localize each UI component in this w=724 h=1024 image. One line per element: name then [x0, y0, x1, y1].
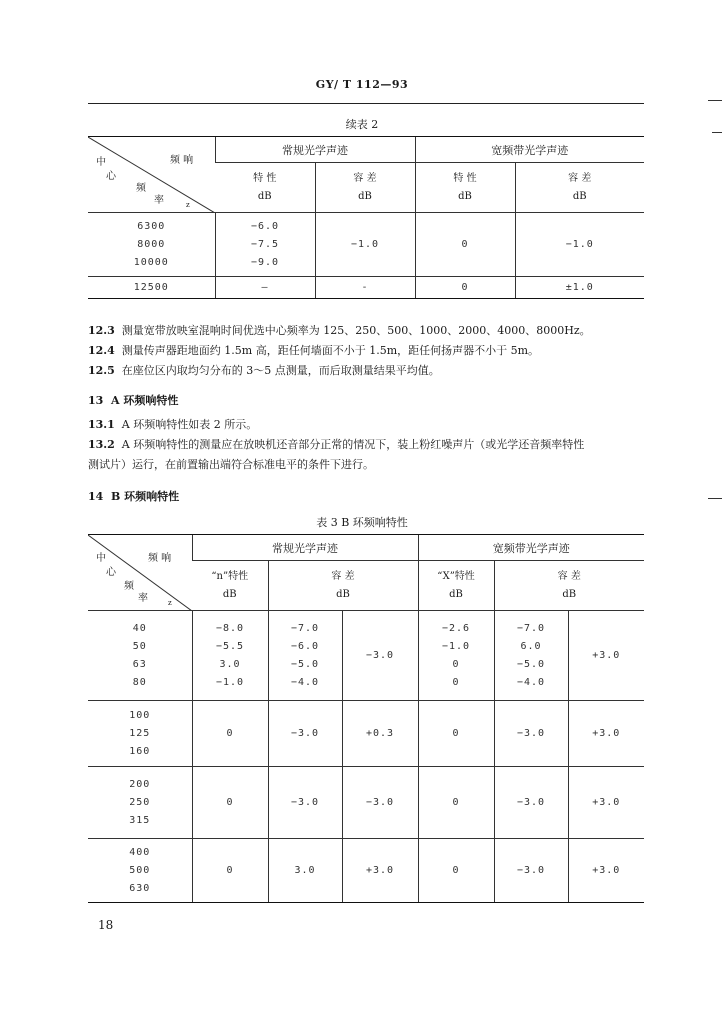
col-unit: dB [562, 588, 577, 600]
clause-text: 在座位区内取均匀分布的 3～5 点测量，而后取测量结果平均值。 [121, 364, 440, 377]
edge-mark [708, 100, 722, 101]
clause-number: 12.5 [88, 364, 115, 377]
corner-label-center-b: 心 [106, 171, 116, 182]
clause-number: 12.4 [88, 344, 115, 357]
value: −5.0 [516, 658, 546, 670]
value: 0 [452, 658, 460, 670]
n-tol-cell: −3.0 [268, 701, 342, 767]
table2 [88, 136, 644, 299]
section-13-heading [88, 392, 178, 408]
clause-13-2-cont: 测试片）运行，在前置输出端符合标准电平的条件下进行。 [88, 458, 374, 471]
value: −4.0 [516, 676, 546, 688]
table-row [88, 839, 644, 903]
corner-label-center-b: 心 [106, 567, 116, 578]
x-tol-cell: −3.0 [494, 839, 568, 903]
freq-cell [88, 213, 215, 277]
table2-caption: 续表 2 [345, 118, 379, 131]
col-label: 特 性 [453, 172, 477, 184]
table3-corner-cell [88, 535, 192, 611]
header-rule [88, 103, 644, 104]
value: −7.0 [290, 622, 320, 634]
col-label: 容 差 [557, 570, 581, 582]
n-char-cell [192, 611, 268, 701]
clause-text: A 环频响特性如表 2 所示。 [121, 418, 258, 431]
clause-text: A 环频响特性的测量应在放映机还音部分正常的情况下，装上粉红噪声片（或光学还音频率特性 [121, 438, 585, 451]
char-cell [215, 213, 315, 277]
freq-cell [88, 767, 192, 839]
n-tol-cell: −3.0 [268, 767, 342, 839]
freq-value: 80 [132, 676, 147, 688]
freq-value: 50 [132, 640, 147, 652]
tol-cell: −1.0 [315, 213, 415, 277]
char-value: −6.0 [250, 220, 280, 232]
value: −5.0 [290, 658, 320, 670]
section-title: B 环频响特性 [110, 490, 180, 503]
table2-col-char [215, 163, 315, 213]
char-cell: — [215, 277, 315, 299]
table3-col-n-tol [268, 561, 418, 611]
tol2-cell: −1.0 [515, 213, 644, 277]
freq-cell [88, 839, 192, 903]
section-14-heading [88, 488, 179, 504]
table3-col-n-char [192, 561, 268, 611]
tol-cell: - [315, 277, 415, 299]
x-tol-cell: −3.0 [494, 701, 568, 767]
n-char-cell: 0 [192, 701, 268, 767]
x-char-cell [418, 611, 494, 701]
clause-12-4 [88, 340, 648, 362]
char2-cell: 0 [415, 213, 515, 277]
clause-text: 测量宽带放映室混响时间优选中心频率为 125、250、500、1000、2000、4000、8000Hz。 [121, 324, 591, 337]
page-number: 18 [98, 918, 114, 932]
col-label: “X”特性 [437, 570, 475, 582]
table3-caption: 表 3 B 环频响特性 [316, 516, 408, 529]
freq-value: 250 [129, 796, 151, 808]
value: −5.5 [215, 640, 245, 652]
clause-12-3 [88, 320, 648, 342]
value: −1.0 [441, 640, 471, 652]
freq-value: 125 [129, 727, 151, 739]
n-char-cell: 0 [192, 839, 268, 903]
corner-label-response: 频 响 [170, 155, 194, 166]
freq-value: 8000 [137, 238, 166, 250]
table2-corner-cell [88, 137, 215, 213]
value: −2.6 [441, 622, 471, 634]
table3-group-normal: 常规光学声迹 [192, 535, 418, 561]
n-tol-cell [268, 611, 342, 701]
clause-12-5 [88, 360, 648, 382]
x-char-cell: 0 [418, 767, 494, 839]
clause-13-1 [88, 414, 648, 436]
freq-value: 160 [129, 745, 151, 757]
col-label: 容 差 [568, 172, 592, 184]
col-unit: dB [336, 588, 350, 600]
col-unit: dB [449, 588, 463, 600]
corner-label-freq: 频 [124, 581, 134, 592]
col-unit: dB [572, 190, 587, 202]
corner-label-unit: z [186, 201, 190, 209]
value: −1.0 [215, 676, 245, 688]
value: 6.0 [520, 640, 542, 652]
table2-group-normal: 常规光学声迹 [215, 137, 415, 163]
table-row [88, 701, 644, 767]
table-row [88, 767, 644, 839]
clause-number: 13.1 [88, 418, 115, 431]
value: −8.0 [215, 622, 245, 634]
x-tol2-cell: +3.0 [568, 839, 644, 903]
table2-col-tol2 [515, 163, 644, 213]
char-value: −7.5 [250, 238, 280, 250]
x-tol2-cell: +3.0 [568, 767, 644, 839]
section-number: 14 [88, 490, 104, 503]
edge-mark [708, 498, 722, 499]
clause-text: 测量传声器距地面约 1.5m 高，距任何墙面不小于 1.5m，距任何扬声器不小于 5m。 [121, 344, 540, 357]
table-row [88, 611, 644, 701]
corner-label-center-a: 中 [96, 157, 106, 168]
char-value: −9.0 [250, 256, 280, 268]
freq-value: 40 [132, 622, 147, 634]
value: −7.0 [516, 622, 546, 634]
freq-value: 200 [129, 778, 151, 790]
clause-13-2 [88, 434, 648, 456]
document-code: GY/ T 112—93 [315, 78, 409, 91]
value: −4.0 [290, 676, 320, 688]
freq-value: 315 [129, 814, 151, 826]
freq-cell [88, 611, 192, 701]
n-tol2-cell: −3.0 [342, 611, 418, 701]
x-tol-cell [494, 611, 568, 701]
freq-cell [88, 701, 192, 767]
corner-label-freq: 频 [136, 183, 146, 194]
freq-cell: 12500 [88, 277, 215, 299]
table2-col-char2 [415, 163, 515, 213]
col-unit: dB [458, 190, 472, 202]
corner-label-rate: 率 [154, 195, 164, 206]
section-title: A 环频响特性 [110, 394, 179, 407]
table-row [88, 213, 644, 277]
col-unit: dB [358, 190, 372, 202]
char2-cell: 0 [415, 277, 515, 299]
clause-number: 12.3 [88, 324, 115, 337]
n-tol-cell: 3.0 [268, 839, 342, 903]
table-row [88, 277, 644, 299]
corner-label-center-a: 中 [96, 553, 106, 564]
corner-label-rate: 率 [138, 593, 148, 604]
col-label: “n”特性 [211, 570, 249, 582]
value: 3.0 [219, 658, 241, 670]
freq-value: 100 [129, 709, 151, 721]
x-tol-cell: −3.0 [494, 767, 568, 839]
table2-group-wide: 宽频带光学声迹 [415, 137, 644, 163]
tol2-cell: ±1.0 [515, 277, 644, 299]
n-tol2-cell: −3.0 [342, 767, 418, 839]
corner-label-unit: z [168, 599, 172, 607]
table3-group-wide: 宽频带光学声迹 [418, 535, 644, 561]
table2-col-tol [315, 163, 415, 213]
freq-value: 10000 [133, 256, 169, 268]
col-label: 容 差 [353, 172, 377, 184]
table3-col-x-char [418, 561, 494, 611]
freq-value: 63 [132, 658, 147, 670]
col-unit: dB [222, 588, 237, 600]
freq-value: 500 [129, 864, 151, 876]
table3-col-x-tol [494, 561, 644, 611]
x-tol2-cell: +3.0 [568, 611, 644, 701]
col-unit: dB [257, 190, 272, 202]
clause-number: 13.2 [88, 438, 115, 451]
edge-mark [712, 132, 722, 133]
corner-label-response: 频 响 [148, 553, 172, 564]
value: 0 [452, 676, 460, 688]
col-label: 容 差 [331, 570, 355, 582]
x-char-cell: 0 [418, 701, 494, 767]
freq-value: 630 [129, 882, 151, 894]
x-tol2-cell: +3.0 [568, 701, 644, 767]
n-tol2-cell: +0.3 [342, 701, 418, 767]
freq-value: 400 [129, 846, 151, 858]
col-label: 特 性 [253, 172, 277, 184]
freq-value: 6300 [137, 220, 166, 232]
n-char-cell: 0 [192, 767, 268, 839]
n-tol2-cell: +3.0 [342, 839, 418, 903]
section-number: 13 [88, 394, 104, 407]
x-char-cell: 0 [418, 839, 494, 903]
table3 [88, 534, 644, 903]
value: −6.0 [290, 640, 320, 652]
